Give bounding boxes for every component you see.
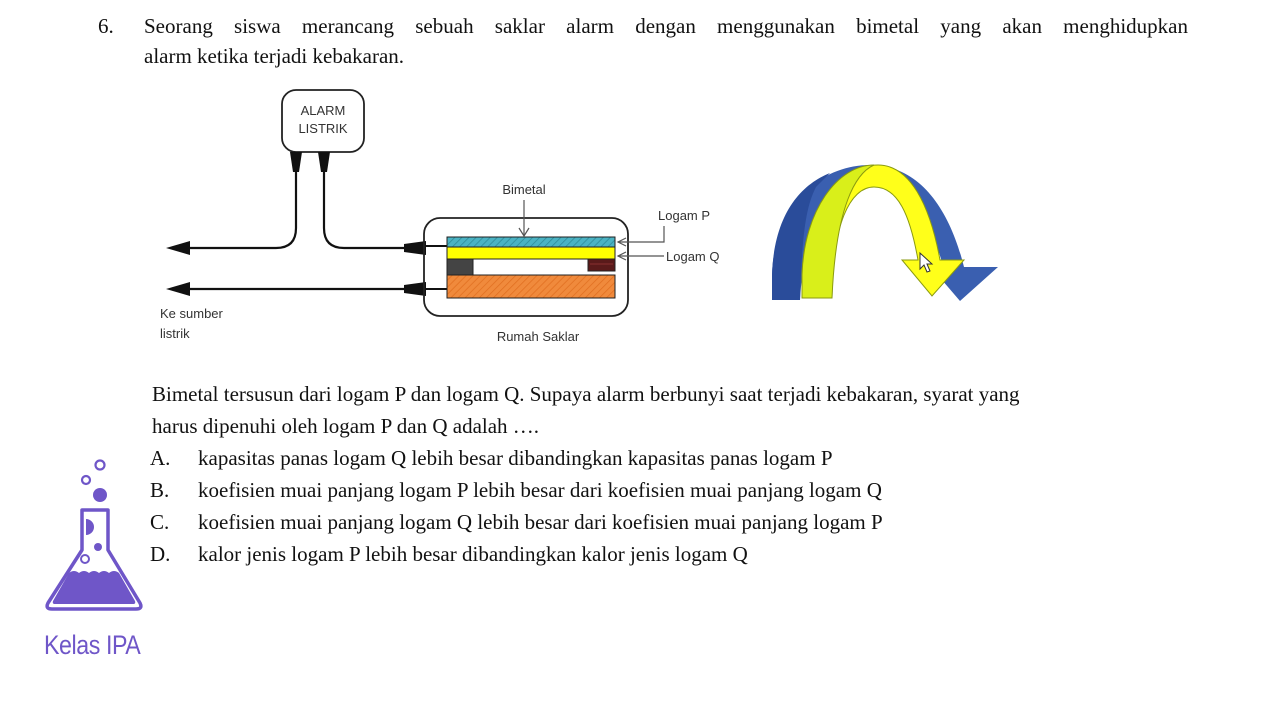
option-letter: D. [150, 542, 171, 566]
option-a[interactable] [150, 446, 833, 471]
alarm-box [282, 90, 364, 152]
alarm-plug-left [290, 152, 302, 172]
connector-top [404, 241, 426, 255]
option-text: koefisien muai panjang logam Q lebih besar dari koefisien muai panjang logam P [198, 510, 883, 534]
option-text: kalor jenis logam P lebih besar dibandingkan kalor jenis logam Q [198, 542, 748, 566]
housing-label: Rumah Saklar [496, 329, 580, 344]
logo-text: Kelas IPA [44, 630, 141, 660]
logam-p-strip [447, 237, 615, 247]
option-letter: B. [150, 478, 170, 502]
alarm-label-line1: ALARM [300, 103, 346, 118]
stem-line-2: harus dipenuhi oleh logam P dan Q adalah …. [152, 414, 540, 438]
wire-alarm-left [184, 172, 296, 248]
option-letter: A. [150, 446, 171, 470]
option-text: kapasitas panas logam Q lebih besar dibandingkan kapasitas panas logam P [198, 446, 833, 470]
contact-plate [447, 275, 615, 298]
option-b[interactable] [150, 478, 882, 503]
alarm-label-line2: LISTRIK [298, 121, 348, 136]
bending-arrow-graphic [760, 155, 1010, 305]
bimetal-switch-diagram [150, 82, 750, 352]
source-label-line2: listrik [160, 326, 190, 341]
logam-q-label: Logam Q [666, 249, 720, 264]
stem-line-1: Bimetal tersusun dari logam P dan logam Q. Supaya alarm berbunyi saat terjadi kebakaran, syarat yang [152, 382, 1020, 406]
logam-p-label: Logam P [658, 208, 711, 223]
logam-q-strip [447, 247, 615, 259]
wire-alarm-right [324, 172, 408, 248]
question-number: 6. [98, 14, 114, 38]
arrowhead-top [166, 241, 190, 255]
arrowhead-bottom [166, 282, 190, 296]
option-c[interactable] [150, 510, 883, 535]
option-text: koefisien muai panjang logam P lebih besar dari koefisien muai panjang logam Q [198, 478, 882, 502]
option-letter: C. [150, 510, 170, 534]
connector-bottom [404, 282, 426, 296]
question-text-line-1: Seorang siswa merancang sebuah saklar alarm dengan menggunakan bimetal yang akan menghidupkan [144, 14, 1188, 38]
alarm-plug-right [318, 152, 330, 172]
source-label-line1: Ke sumber [160, 306, 223, 321]
bimetal-label: Bimetal [502, 182, 546, 197]
left-spacer-block [447, 259, 473, 275]
flask-logo-icon [38, 455, 150, 620]
right-contact-block [588, 259, 615, 271]
option-d[interactable] [150, 542, 748, 567]
logam-p-pointer [618, 226, 664, 242]
question-text-line-2: alarm ketika terjadi kebakaran. [144, 44, 405, 68]
